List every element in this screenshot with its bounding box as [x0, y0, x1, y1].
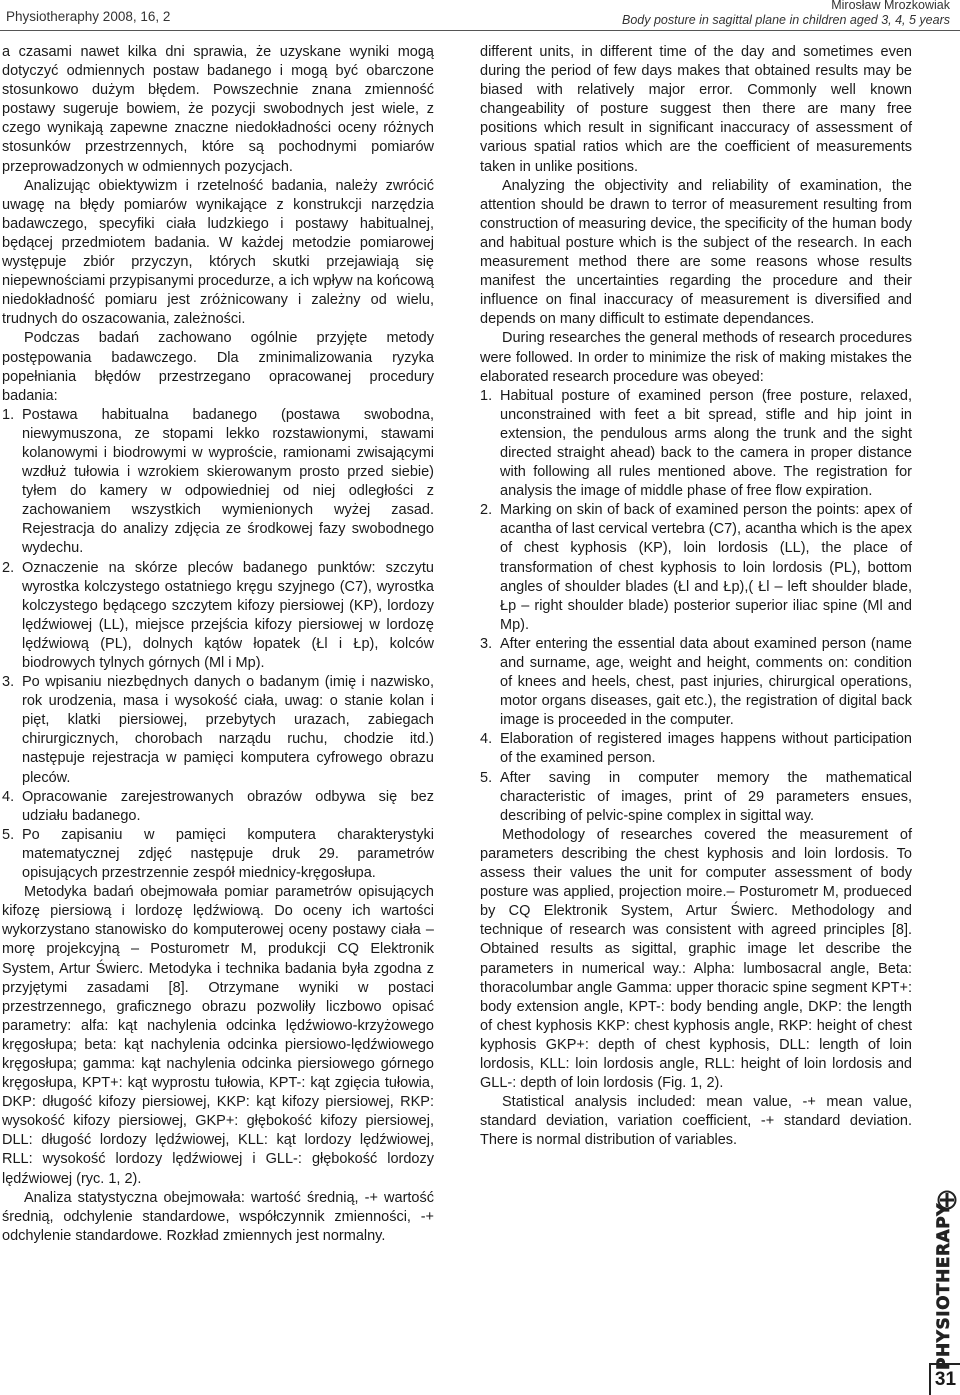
list-number: 1.	[2, 406, 15, 423]
list-text: Oznaczenie na skórze pleców badanego punktów: szczytu wyrostka kolczystego ostatniego kręgu szyjnego (C7), wyrostka kolczystego będącego szczytem kifozy piersiowej (KP), lordozy lędźwiowej (LL), miejsce przejścia kifozy piersiowej w lordozę lędźwiową (PL), dolnych kątów łopatek (Łl i Łp), kolców biodrowych tylnych górnych (Ml i Mp).	[22, 559, 434, 671]
logo-wordmark: PHYSIOTHERAPY	[934, 1203, 954, 1370]
running-head	[622, 0, 950, 28]
list-text: Postawa habitualna badanego (postawa swobodna, niewymuszona, ze stopami lekko rozstawionymi, stawami kolanowymi i biodrowymi w wyproście, ramionami zwisającymi wzdłuż tułowia i wzrokiem skierowanym prosto przed siebie) tyłem do kamery w odpowiedniej od niej odległości z zachowaniem wszystkich wymienionych wyżej zasad. Rejestracja do analizy zdjęcia ze środkowej fazy swobodnego wydechu.	[22, 406, 434, 557]
list-item	[480, 769, 912, 826]
list-text: Opracowanie zarejestrowanych obrazów odbywa się bez udziału badanego.	[22, 788, 434, 824]
list-text: Marking on skin of back of examined person the points: apex of acantha of last cervical vertebra (C7), acantha which is the apex of chest kyphosis (KP), loin lordosis (LL), the place of transformation of chest kyphosis to loin lordosis (PL), bottom angles of shoulder blades (Łl and Łp),( Łl – left shoulder blade, Łp – right shoulder blade) posterior superior iliac spine (Ml and Mp).	[500, 502, 912, 633]
list-number: 5.	[480, 769, 493, 786]
journal-logo	[934, 1190, 960, 1370]
paragraph: Analiza statystyczna obejmowała: wartość średnią, -+ wartość średnią, odchylenie standardowe, współczynnik zmienności, -+ odchylenie standardowe. Rozkład zmiennych jest normalny.	[2, 1189, 434, 1244]
list-text: After entering the essential data about examined person (name and surname, age, weight and height, comments on: condition of knees and heels, chest, past injuries, chirurgical operations, motor organs diseases, gait etc.), the registration of digital back image is proceeded in the computer.	[500, 635, 912, 729]
paragraph: Podczas badań zachowano ogólnie przyjęte metody postępowania badawczego. Dla zminimalizowania ryzyka popełniania błędów przestrzegano opracowanej procedury badania:	[2, 330, 434, 404]
list-number: 3.	[2, 674, 15, 691]
list-number: 3.	[480, 635, 493, 652]
list-number: 2.	[480, 502, 493, 519]
page-header	[0, 0, 960, 36]
header-divider	[0, 30, 960, 31]
page-number: 31	[929, 1363, 960, 1395]
list-text: Po zapisaniu w pamięci komputera charakterystyki matematycznej zdjęć następuje druk 29. parametrów opisujących przestrzennie zespół miednicy-kręgosłupa.	[22, 826, 434, 882]
list-item	[480, 635, 912, 730]
list-number: 4.	[480, 731, 493, 748]
paragraph: During researches the general methods of research procedures were followed. In order to minimize the risk of making mistakes the elaborated research procedure was obeyed:	[480, 330, 912, 385]
list-text: Habitual posture of examined person (free posture, relaxed, unconstrained with feet a bit spread, stifle and hip joint in extension, the pendulous arms along the trunk and the sight directed straight ahead) back to the camera in proper distance with following all rules mentioned above. The registration for analysis the image of middle phase of free flow expiration.	[500, 387, 912, 500]
list-item	[480, 387, 912, 502]
list-text: After saving in computer memory the mathematical characteristic of images, print of 29 parameters ensues, describing of pelvic-spine complex in sigittal way.	[500, 769, 912, 824]
paragraph: Analyzing the objectivity and reliability of examination, the attention should be drawn to terror of measurement resulting from construction of measuring device, the specificity of the human body and habitual posture which is the subject of the research. In each measurement method there are some reasons whose results manifest the uncertainties regarding the procedure and their influence on final inaccuracy of measurement is diversified and depends on many difficult to estimate dependances.	[480, 177, 912, 328]
paragraph: a czasami nawet kilka dni sprawia, że uzyskane wyniki mogą dotyczyć odmiennych postaw badanego i mogą być obarczone stosunkowo dużym błędem. Powszechnie znana zmienność postawy sugeruje bowiem, że pozycji swobodnych jest wiele, z czego wynikają zapewne znaczne niedokładności oceny różnych stosunków przestrzennych, które są pochodnymi pomiarów przeprowadzonych w odmiennych pozycjach.	[2, 44, 434, 175]
paragraph: Analizując obiektywizm i rzetelność badania, należy zwrócić uwagę na błędy pomiarów wynikające z konstrukcji narzędzia badawczego, specyfiki ciała ludzkiego i postawy habitualnej, będącej przedmiotem badania. W każdej metodzie pomiarowej występuje zbiór przyczyn, których skutki przejawiają się niepewnościami przypisanymi procedurze, a ich wpływ na końcową niedokładność pomiaru jest zróżnicowany i zależny od wielu, trudnych do oszacowania, zależności.	[2, 177, 434, 328]
list-number: 1.	[480, 387, 493, 404]
list-number: 2.	[2, 559, 15, 576]
polish-column	[2, 43, 434, 1246]
list-number: 4.	[2, 788, 15, 805]
article-title: Body posture in sagittal plane in children aged 3, 4, 5 years	[622, 13, 950, 27]
list-item	[480, 501, 912, 635]
paragraph: different units, in different time of the day and sometimes even during the period of few days makes that obtained results may be biased with relatively major error. Commonly well known changeability of posture suggest then there are many free positions which result in significant inaccuracy of assessment of various spatial ratios which are the coefficient of measurements taken in unlike positions.	[480, 44, 912, 175]
paragraph: Statistical analysis included: mean value, -+ mean value, standard deviation, variation coefficient, -+ standard deviation. There is normal distribution of variables.	[480, 1094, 912, 1149]
list-text: Elaboration of registered images happens without participation of the examined person.	[500, 731, 912, 767]
procedure-list	[2, 406, 434, 883]
english-column	[480, 43, 912, 1150]
paragraph: Metodyka badań obejmowała pomiar parametrów opisujących kifozę piersiową i lordozę lędźwiową. Do oceny ich wartości wykorzystano stanowisko do komputerowej oceny postawy ciała – morę projekcyjną – Posturometr M, produkcji CQ Elektronik System, Artur Świerc. Metodyka i technika badania była zgodna z przyjętymi zasadami [8]. Otrzymane wyniki w postaci przestrzennego, graficznego obrazu pozwoliły liczbowo opisać parametry: alfa: kąt nachylenia odcinka lędźwiowo-krzyżowego kręgosłupa; beta: kąt nachylenia odcinka piersiowo-lędźwiowego kręgosłupa; gamma: kąt nachylenia odcinka piersiowego górnego kręgosłupa, KPT+: kąt wyprostu tułowia, KPT-: kąt zgięcia tułowia, DKP: długość kifozy piersiowej, KKP: kąt kifozy piersiowej, RKP: wysokość kifozy piersiowej, GKP+: głębokość kifozy piersiowej, DLL: długość lordozy lędźwiowej, KLL: kąt lordozy lędźwiowej, RLL: wysokość lordozy lędźwiowej i GLL-: głębokość lordozy lędźwiowej (ryc. 1, 2).	[2, 884, 434, 1187]
list-item	[480, 730, 912, 768]
list-number: 5.	[2, 826, 15, 843]
list-item	[2, 406, 434, 559]
list-item	[2, 673, 434, 788]
list-item	[2, 788, 434, 826]
procedure-list	[480, 387, 912, 826]
list-item	[2, 559, 434, 674]
list-item	[2, 826, 434, 883]
journal-citation: Physiotheraphy 2008, 16, 2	[6, 9, 171, 24]
list-text: Po wpisaniu niezbędnych danych o badanym (imię i nazwisko, rok urodzenia, masa i wysokość ciała, uwag: o stanie kolan i pięt, klatki piersiowej, przebytych urazach, zabiegach chirurgicznych, chorobach narządu ruchu, chodzie itd.) następuje rejestracja w pamięci komputera cyfrowego obrazu pleców.	[22, 674, 434, 786]
paragraph: Methodology of researches covered the measurement of parameters describing the chest kyphosis and loin lordosis. To assess their values the unit for computer assessment of body posture was applied, projection moire.– Posturometr M, produeced by CQ Elektronik System, Artur Świerc. Methodology and technique of research was consistent with agreed principles [8]. Obtained results as sigittal, graphic image let describe the parameters in numerical way.: Alpha: lumbosacral angle, Beta: thoracolumbar angle Gamma: upper thoracic spine segment KPT+: body extension angle, KPT-: body bending angle, DKP: the length of chest kyphosis KKP: chest kyphosis angle, RKP: height of chest kyphosis GKP+: depth of chest kyphosis, DLL: length of loin lordosis, KLL: loin lordosis angle, RLL: height of loin lordosis and GLL-: depth of loin lordosis (Fig. 1, 2).	[480, 826, 912, 1092]
author-name: Mirosław Mrozkowiak	[831, 0, 950, 12]
